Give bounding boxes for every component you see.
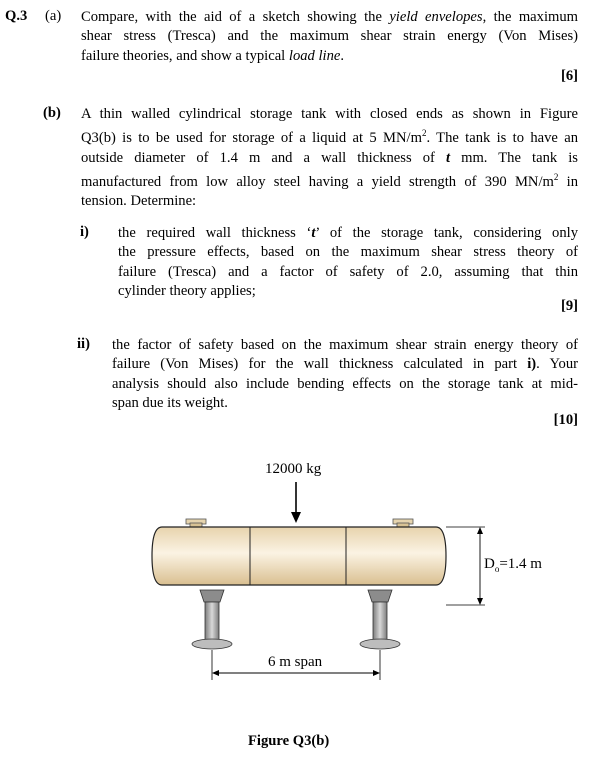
part-b-text: A thin walled cylindrical storage tank with closed ends as shown in Figure Q3(b) is to be used for storage of a liquid at 5 $MN/m^2$. The tank is to have an outside diameter of 1.4 m and a wall thickness of t mm. The tank is manufactured from low alloy steel having a yield strength of 390 $MN/m^2$ in tension. Determine: [81, 106, 579, 210]
diameter-label: $D_o=1.4$ m [484, 556, 542, 574]
part-a-text: Compare, with the aid of a sketch showing the yield envelopes, the maximum shear stress (Tresca) and the maximum shear strain energy (Von Mises) failure theories, and show a typical load line. [81, 9, 578, 64]
sub-i-marks: [9] [560, 298, 578, 314]
sub-ii-text: the factor of safety based on the maximum shear strain energy theory of failure (Von Mises) for the wall thickness calculated in part i). Your analysis should also include bending effects on the storage tank at mid- span due its weight. [112, 337, 578, 412]
tank-body [152, 527, 446, 585]
part-a-label: (a) [45, 8, 62, 24]
load-label: 12000 kg [265, 461, 322, 477]
question-number: Q.3 [5, 8, 28, 24]
sub-ii-marks: [10] [553, 412, 578, 428]
sub-ii-label: ii) [77, 336, 90, 352]
span-label: 6 m span [268, 654, 323, 670]
support-right [360, 590, 400, 649]
diameter-dimension [446, 527, 485, 605]
part-b-label: (b) [43, 105, 61, 121]
load-arrow [291, 482, 301, 523]
figure-caption: Figure Q3(b) [248, 733, 330, 749]
part-a-marks: [6] [560, 68, 578, 84]
support-left [192, 590, 232, 649]
sub-i-label: i) [80, 224, 89, 240]
sub-i-text: the required wall thickness ‘t’ of the storage tank, considering only the pressure effects, based on the maximum shear stress theory of failure (Tresca) and a factor of safety of 2.0, assuming that thin cylinder theory applies; [118, 225, 578, 300]
